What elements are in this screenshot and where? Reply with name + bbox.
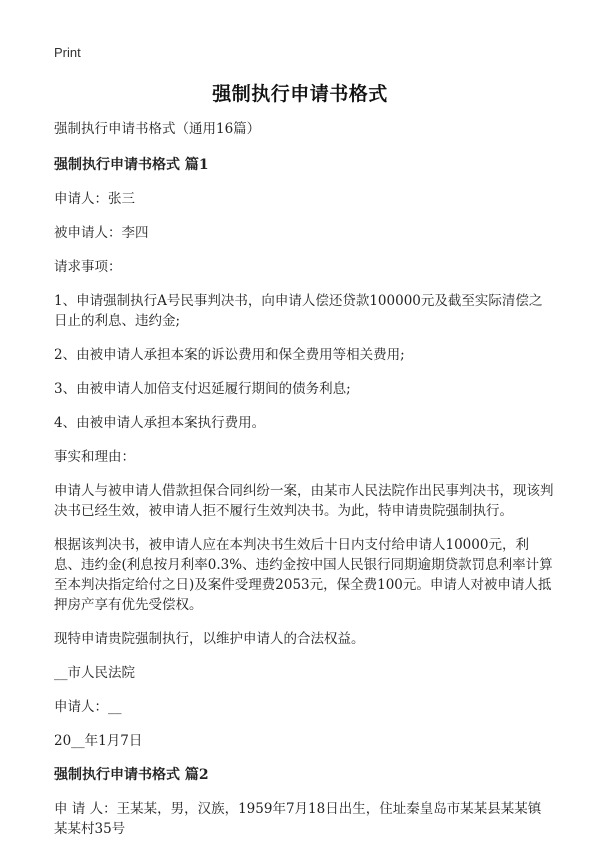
request-item-3: 3、由被申请人加倍支付迟延履行期间的债务利息; xyxy=(54,381,351,397)
document-body xyxy=(54,119,554,853)
request-item-4: 4、由被申请人承担本案执行费用。 xyxy=(54,415,266,431)
request-label: 请求事项： xyxy=(54,259,122,275)
court-line: __市人民法院 xyxy=(54,665,135,681)
respondent-line: 被申请人：李四 xyxy=(54,225,149,241)
facts-label: 事实和理由： xyxy=(54,449,135,465)
applicant-line: 申请人：张三 xyxy=(54,191,135,207)
document-title: 强制执行申请书格式 xyxy=(212,83,388,105)
facts-paragraph-1: 申请人与被申请人借款担保合同纠纷一案，由某市人民法院作出民事判决书，现该判决书已经生效，被申请人拒不履行生效判决书。为此，特申请贵院强制执行。 xyxy=(54,483,554,519)
request-item-2: 2、由被申请人承担本案的诉讼费用和保全费用等相关费用; xyxy=(54,347,405,363)
document-subtitle: 强制执行申请书格式（通用16篇） xyxy=(54,121,261,137)
signature-line: 申请人：__ xyxy=(54,699,122,715)
applicant-line-2: 申 请 人：王某某，男，汉族，1959年7月18日出生，住址秦皇岛市某某县某某镇某某村35号 xyxy=(54,801,542,837)
closing-line: 现特申请贵院强制执行，以维护申请人的合法权益。 xyxy=(54,631,365,647)
section-heading-1: 强制执行申请书格式 篇1 xyxy=(54,157,209,173)
section-heading-2: 强制执行申请书格式 篇2 xyxy=(54,767,209,783)
date-line: 20__年1月7日 xyxy=(54,733,143,749)
facts-paragraph-2: 根据该判决书，被申请人应在本判决书生效后十日内支付给申请人10000元，利息、违约金(利息按月利率0.3%、违约金按中国人民银行同期逾期贷款罚息利率计算至本判决指定给付之日)及案件受理费2053元，保全费100元。申请人对被申请人抵押房产享有优先受偿权。 xyxy=(54,537,553,613)
print-link[interactable]: Print xyxy=(54,45,81,60)
request-item-1: 1、申请强制执行A号民事判决书，向申请人偿还贷款100000元及截至实际清偿之日止的利息、违约金; xyxy=(54,293,543,329)
